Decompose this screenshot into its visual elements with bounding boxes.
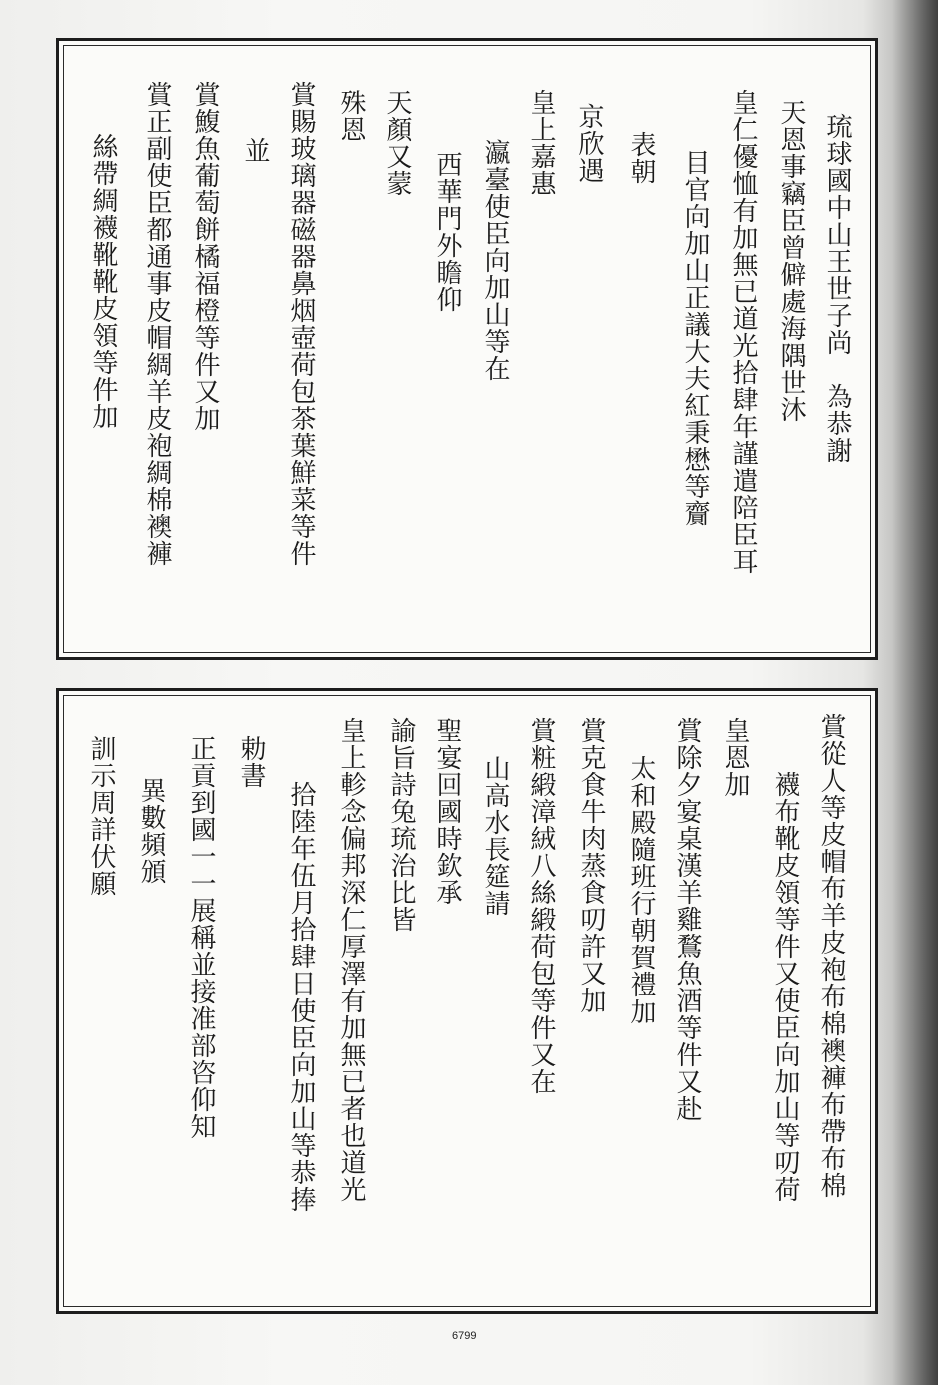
text-column: 聖宴回國時欽承 (432, 717, 462, 906)
text-column: 西華門外瞻仰 (432, 151, 462, 313)
text-column: 襪布靴皮領等件又使臣向加山等叨荷 (770, 771, 800, 1203)
text-column: 正貢到國一一展稱並接准部咨仰知 (186, 735, 216, 1140)
text-column: 瀛臺使臣向加山等在 (480, 139, 510, 382)
text-column: 賞正副使臣都通事皮帽綢羊皮袍綢棉襖褲 (142, 81, 172, 567)
document-panel-bottom (56, 688, 878, 1314)
text-column: 京欣遇 (574, 103, 604, 184)
text-column: 異數頻頒 (136, 777, 166, 885)
text-column: 太和殿隨班行朝賀禮加 (626, 755, 656, 1025)
text-column: 絲帶綢襪靴靴皮領等件加 (88, 133, 118, 430)
text-column: 天恩事竊臣曾僻處海隅世沐 (776, 99, 806, 423)
text-column: 賞鰒魚葡萄餅橘福橙等件又加 (190, 81, 220, 432)
text-column: 勅書 (236, 735, 266, 789)
text-column: 賞從人等皮帽布羊皮袍布棉襖褲布帶布棉 (816, 713, 846, 1199)
text-column: 皇仁優恤有加無已道光拾肆年謹遣陪臣耳 (728, 89, 758, 575)
text-column: 殊恩 (336, 89, 366, 143)
text-column: 皇上嘉惠 (526, 89, 556, 197)
text-column: 皇上軫念偏邦深仁厚澤有加無已者也道光 (336, 717, 366, 1203)
text-column: 賞除夕宴桌漢羊雞鶩魚酒等件又赴 (672, 717, 702, 1122)
text-column: 賞粧緞漳絨八絲緞荷包等件又在 (526, 717, 556, 1095)
text-column: 訓示周詳伏願 (86, 735, 116, 897)
text-column: 天顏又蒙 (382, 89, 412, 197)
text-column: 山高水長筵請 (480, 755, 510, 917)
text-column: 表朝 (626, 131, 656, 185)
document-panel-top (56, 38, 878, 660)
page-number: 6799 (452, 1330, 477, 1342)
text-column: 拾陸年伍月拾肆日使臣向加山等恭捧 (286, 781, 316, 1213)
text-column: 琉球國中山王世子尚 為恭謝 (822, 113, 852, 464)
text-column: 目官向加山正議大夫紅秉懋等齎 (680, 149, 710, 527)
text-column: 並 (240, 137, 270, 164)
book-spine-shadow (892, 0, 938, 1385)
text-column: 賞賜玻璃器磁器鼻烟壺荷包茶葉鮮菜等件 (286, 81, 316, 567)
text-column: 賞克食牛肉蒸食叨許又加 (576, 717, 606, 1014)
text-column: 皇恩加 (720, 717, 750, 798)
text-column: 諭旨詩兔琉治比皆 (386, 717, 416, 933)
